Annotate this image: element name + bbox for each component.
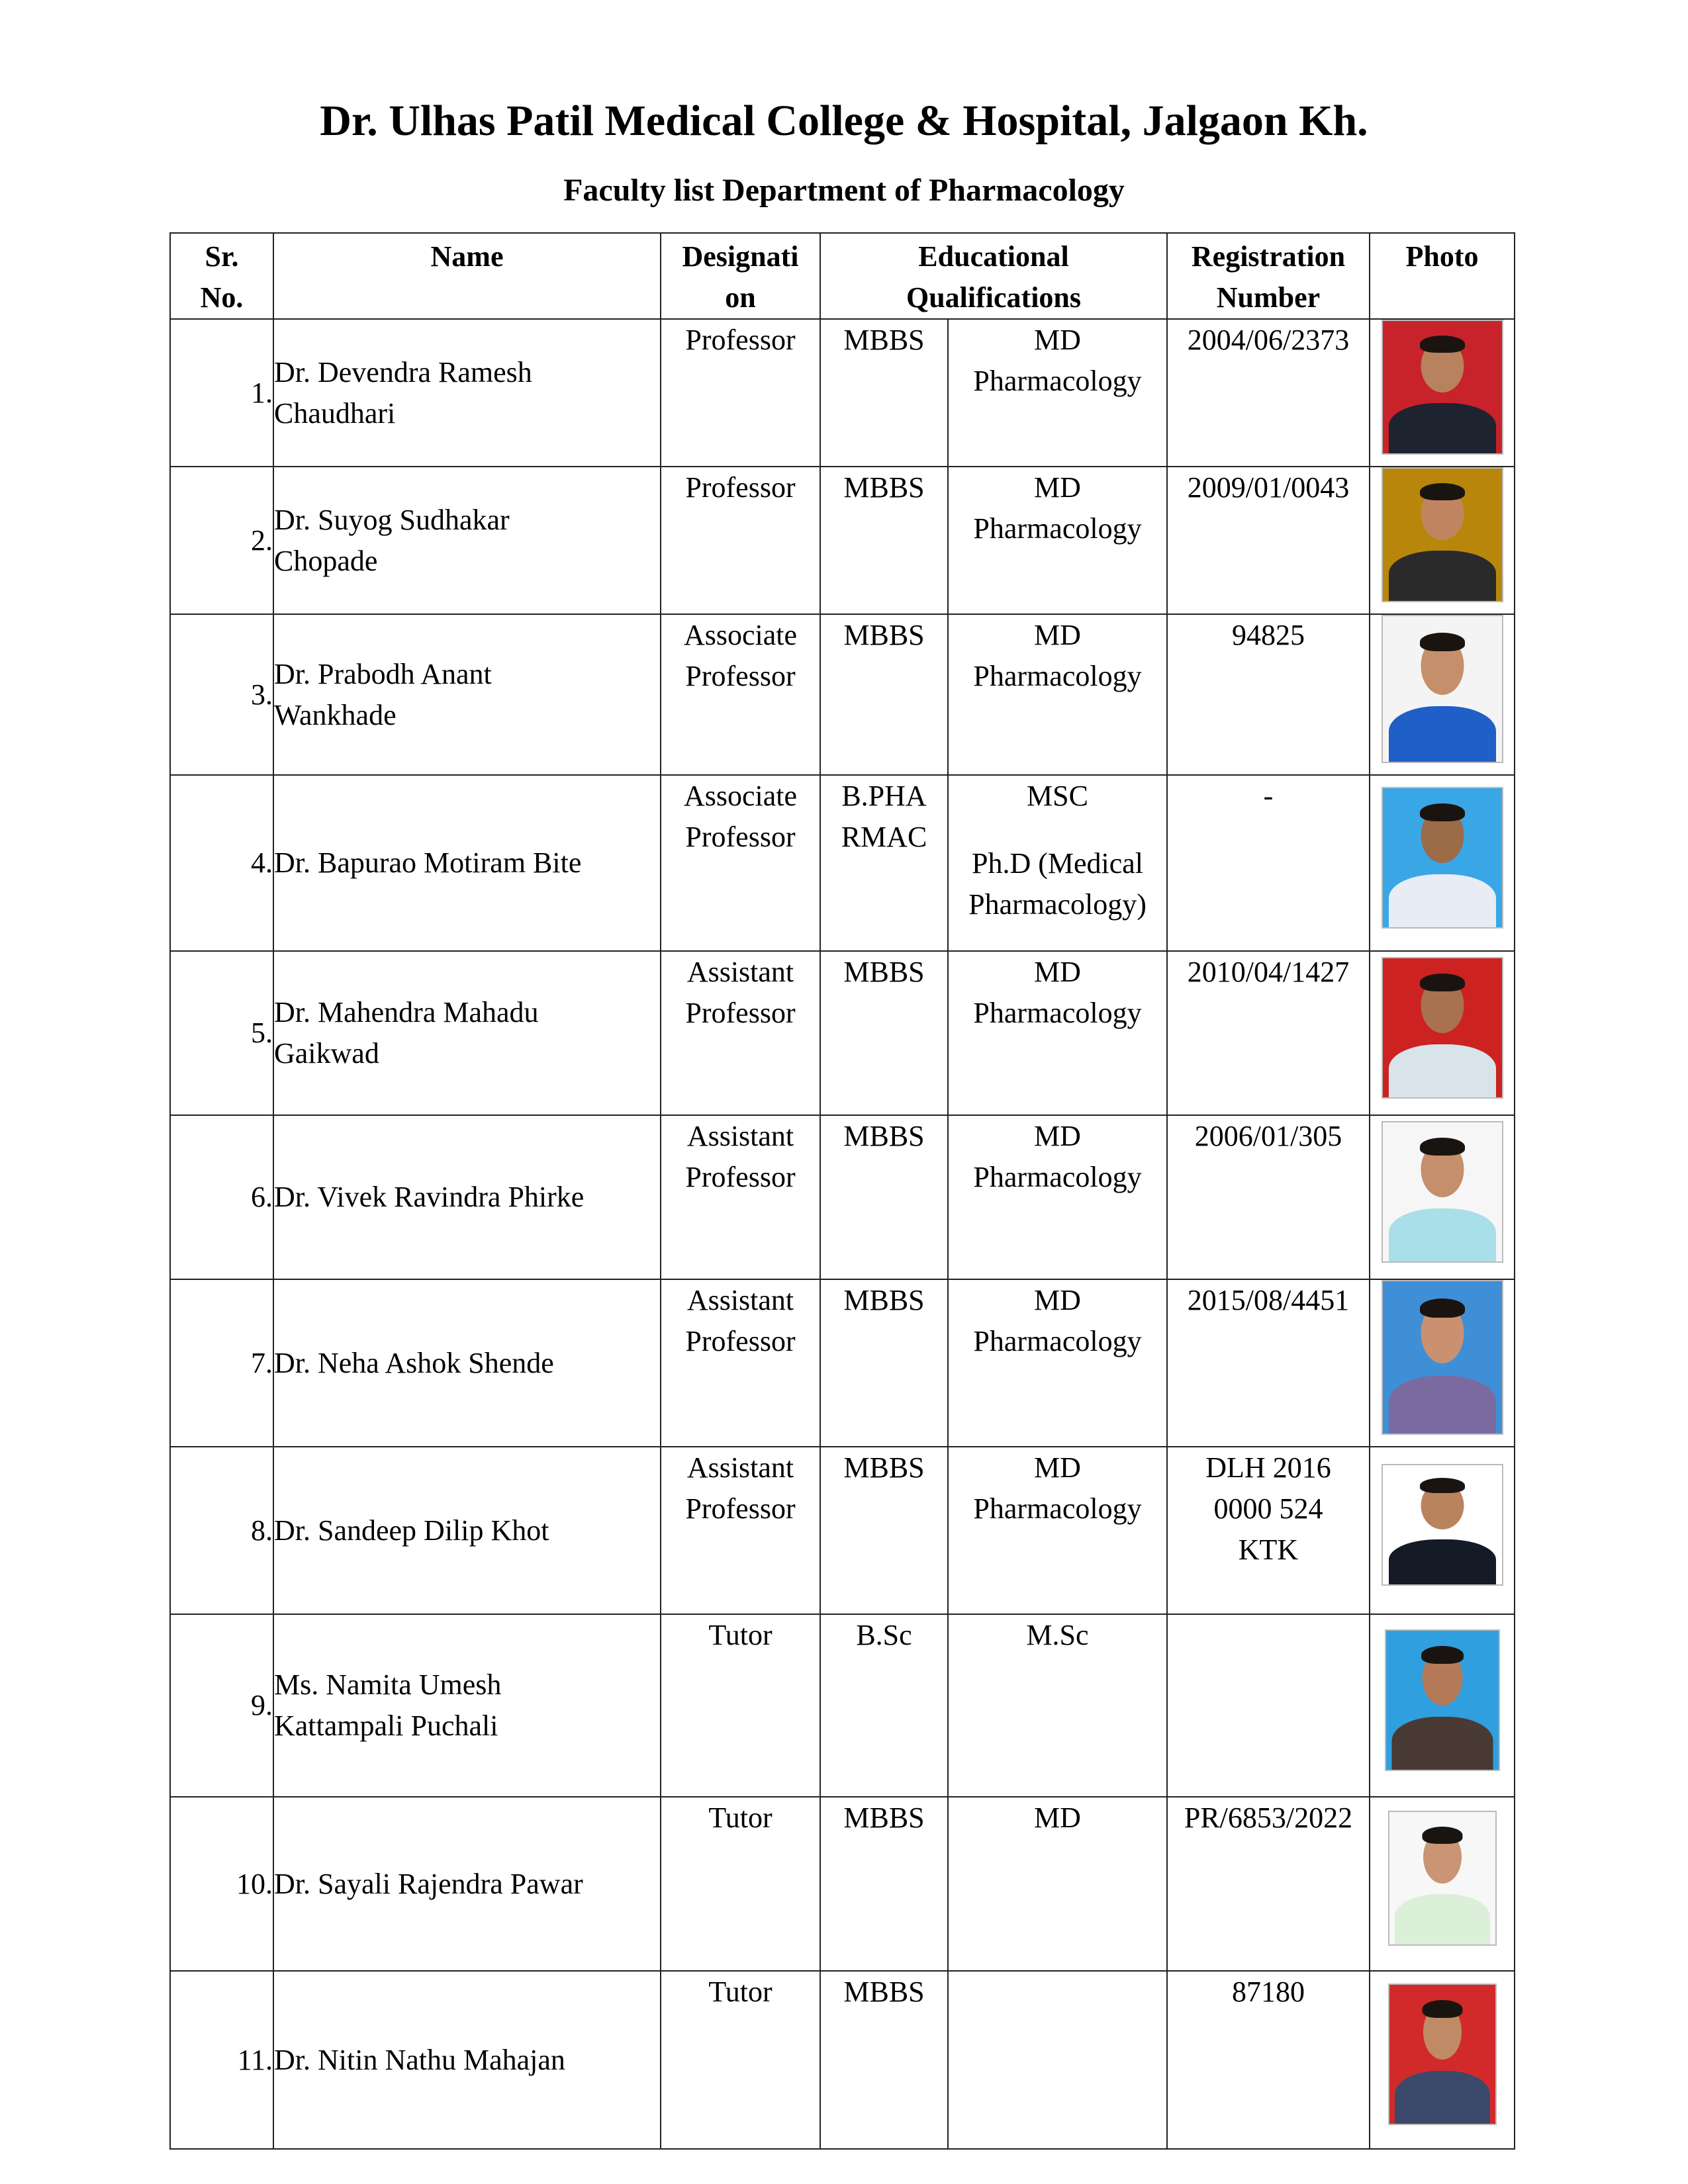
- sr-no-cell: 7.: [170, 1279, 273, 1447]
- name-cell: Dr. Neha Ashok Shende: [273, 1279, 661, 1447]
- designation-cell: Professor: [661, 319, 820, 467]
- faculty-photo: [1382, 1464, 1503, 1586]
- ug-qualification-cell: MBBS: [820, 951, 948, 1115]
- table-row: [170, 614, 1515, 775]
- photo-hair: [1421, 1646, 1464, 1664]
- table-row: [170, 1447, 1515, 1614]
- sr-no-cell: 4.: [170, 775, 273, 951]
- faculty-photo: [1382, 615, 1503, 763]
- photo-cell: [1370, 319, 1515, 467]
- photo-hair: [1420, 336, 1465, 353]
- header-photo: Photo: [1370, 233, 1515, 319]
- ug-qualification-cell: MBBS: [820, 1115, 948, 1279]
- sr-no-cell: 3.: [170, 614, 273, 775]
- designation-cell: Tutor: [661, 1797, 820, 1971]
- name-cell: Dr. Vivek Ravindra Phirke: [273, 1115, 661, 1279]
- photo-body: [1389, 706, 1496, 762]
- header-registration: Registration Number: [1167, 233, 1370, 319]
- registration-cell: 2004/06/2373: [1167, 319, 1370, 467]
- name-cell: Ms. Namita Umesh Kattampali Puchali: [273, 1614, 661, 1797]
- ug-qualification-cell: MBBS: [820, 467, 948, 614]
- photo-body: [1389, 403, 1496, 453]
- sr-no-cell: 6.: [170, 1115, 273, 1279]
- sr-no-cell: 9.: [170, 1614, 273, 1797]
- photo-body: [1389, 1044, 1496, 1097]
- table-row: [170, 1115, 1515, 1279]
- name-cell: Dr. Suyog Sudhakar Chopade: [273, 467, 661, 614]
- photo-cell: [1370, 614, 1515, 775]
- faculty-photo: [1382, 320, 1503, 455]
- designation-cell: Tutor: [661, 1614, 820, 1797]
- name-cell: Dr. Mahendra Mahadu Gaikwad: [273, 951, 661, 1115]
- designation-cell: Assistant Professor: [661, 951, 820, 1115]
- pg-qualification-cell: MD Pharmacology: [948, 1279, 1167, 1447]
- ug-qualification-cell: MBBS: [820, 614, 948, 775]
- registration-cell: 87180: [1167, 1971, 1370, 2149]
- designation-cell: Associate Professor: [661, 614, 820, 775]
- photo-cell: [1370, 951, 1515, 1115]
- photo-cell: [1370, 1279, 1515, 1447]
- sr-no-cell: 11.: [170, 1971, 273, 2149]
- table-row: [170, 951, 1515, 1115]
- photo-hair: [1420, 974, 1465, 991]
- ug-qualification-cell: B.Sc: [820, 1614, 948, 1797]
- photo-cell: [1370, 1971, 1515, 2149]
- registration-cell: DLH 2016 0000 524 KTK: [1167, 1447, 1370, 1614]
- page-subtitle: Faculty list Department of Pharmacology: [563, 173, 1125, 208]
- table-row: [170, 775, 1515, 951]
- pg-qualification-cell: MD Pharmacology: [948, 1115, 1167, 1279]
- table-header-row: [170, 233, 1515, 319]
- faculty-photo: [1382, 1280, 1503, 1435]
- name-cell: Dr. Nitin Nathu Mahajan: [273, 1971, 661, 2149]
- photo-hair: [1420, 1298, 1465, 1318]
- pg-qualification-cell: MSC Ph.D (Medical Pharmacology): [948, 775, 1167, 951]
- pg-qualification-cell: MD Pharmacology: [948, 951, 1167, 1115]
- photo-hair: [1420, 483, 1465, 500]
- registration-cell: -: [1167, 775, 1370, 951]
- pg-qualification-cell: M.Sc: [948, 1614, 1167, 1797]
- name-cell: Dr. Prabodh Anant Wankhade: [273, 614, 661, 775]
- name-cell: Dr. Sayali Rajendra Pawar: [273, 1797, 661, 1971]
- pg-qualification-cell: MD: [948, 1797, 1167, 1971]
- designation-cell: Associate Professor: [661, 775, 820, 951]
- ug-qualification-cell: MBBS: [820, 1279, 948, 1447]
- name-cell: Dr. Sandeep Dilip Khot: [273, 1447, 661, 1614]
- pg-qualification-cell: MD Pharmacology: [948, 614, 1167, 775]
- table-row: [170, 1279, 1515, 1447]
- photo-body: [1389, 874, 1496, 927]
- faculty-photo: [1382, 787, 1503, 929]
- designation-cell: Assistant Professor: [661, 1115, 820, 1279]
- header-qualifications: Educational Qualifications: [820, 233, 1167, 319]
- photo-body: [1389, 551, 1496, 601]
- sr-no-cell: 1.: [170, 319, 273, 467]
- header-name: Name: [273, 233, 661, 319]
- designation-cell: Assistant Professor: [661, 1447, 820, 1614]
- photo-hair: [1422, 1827, 1462, 1844]
- header-sr-no: Sr. No.: [170, 233, 273, 319]
- photo-cell: [1370, 1115, 1515, 1279]
- photo-hair: [1420, 1478, 1465, 1493]
- photo-body: [1395, 2071, 1490, 2124]
- photo-cell: [1370, 775, 1515, 951]
- sr-no-cell: 10.: [170, 1797, 273, 1971]
- ug-qualification-cell: MBBS: [820, 319, 948, 467]
- registration-cell: 94825: [1167, 614, 1370, 775]
- page-title: Dr. Ulhas Patil Medical College & Hospital, Jalgaon Kh.: [320, 97, 1368, 145]
- faculty-photo: [1382, 467, 1503, 602]
- photo-body: [1391, 1717, 1493, 1770]
- pg-qualification-cell: MD Pharmacology: [948, 467, 1167, 614]
- photo-body: [1389, 1208, 1496, 1261]
- registration-cell: 2009/01/0043: [1167, 467, 1370, 614]
- photo-body: [1389, 1376, 1496, 1433]
- photo-cell: [1370, 467, 1515, 614]
- sr-no-cell: 2.: [170, 467, 273, 614]
- registration-cell: 2015/08/4451: [1167, 1279, 1370, 1447]
- registration-cell: 2010/04/1427: [1167, 951, 1370, 1115]
- faculty-photo: [1385, 1629, 1500, 1771]
- photo-hair: [1420, 633, 1465, 651]
- table-row: [170, 1971, 1515, 2149]
- pg-qualification-cell: MD Pharmacology: [948, 319, 1167, 467]
- faculty-table: [169, 232, 1515, 2150]
- registration-cell: 2006/01/305: [1167, 1115, 1370, 1279]
- sr-no-cell: 5.: [170, 951, 273, 1115]
- table-row: [170, 319, 1515, 467]
- photo-cell: [1370, 1797, 1515, 1971]
- table-row: [170, 467, 1515, 614]
- ug-qualification-cell: MBBS: [820, 1797, 948, 1971]
- photo-hair: [1422, 2000, 1462, 2018]
- faculty-photo: [1388, 1983, 1497, 2125]
- header-designation: Designati on: [661, 233, 820, 319]
- ug-qualification-cell: MBBS: [820, 1447, 948, 1614]
- faculty-photo: [1382, 1121, 1503, 1263]
- name-cell: Dr. Devendra Ramesh Chaudhari: [273, 319, 661, 467]
- designation-cell: Assistant Professor: [661, 1279, 820, 1447]
- pg-qualification-cell: MD Pharmacology: [948, 1447, 1167, 1614]
- table-row: [170, 1797, 1515, 1971]
- ug-qualification-cell: MBBS: [820, 1971, 948, 2149]
- photo-hair: [1420, 1138, 1465, 1156]
- table-row: [170, 1614, 1515, 1797]
- faculty-photo: [1388, 1811, 1497, 1946]
- photo-hair: [1420, 803, 1465, 821]
- photo-cell: [1370, 1614, 1515, 1797]
- sr-no-cell: 8.: [170, 1447, 273, 1614]
- designation-cell: Tutor: [661, 1971, 820, 2149]
- name-cell: Dr. Bapurao Motiram Bite: [273, 775, 661, 951]
- faculty-photo: [1382, 957, 1503, 1099]
- pg-qualification-cell: [948, 1971, 1167, 2149]
- ug-qualification-cell: B.PHA RMAC: [820, 775, 948, 951]
- photo-body: [1389, 1539, 1496, 1584]
- designation-cell: Professor: [661, 467, 820, 614]
- registration-cell: [1167, 1614, 1370, 1797]
- photo-body: [1395, 1894, 1490, 1944]
- registration-cell: PR/6853/2022: [1167, 1797, 1370, 1971]
- photo-cell: [1370, 1447, 1515, 1614]
